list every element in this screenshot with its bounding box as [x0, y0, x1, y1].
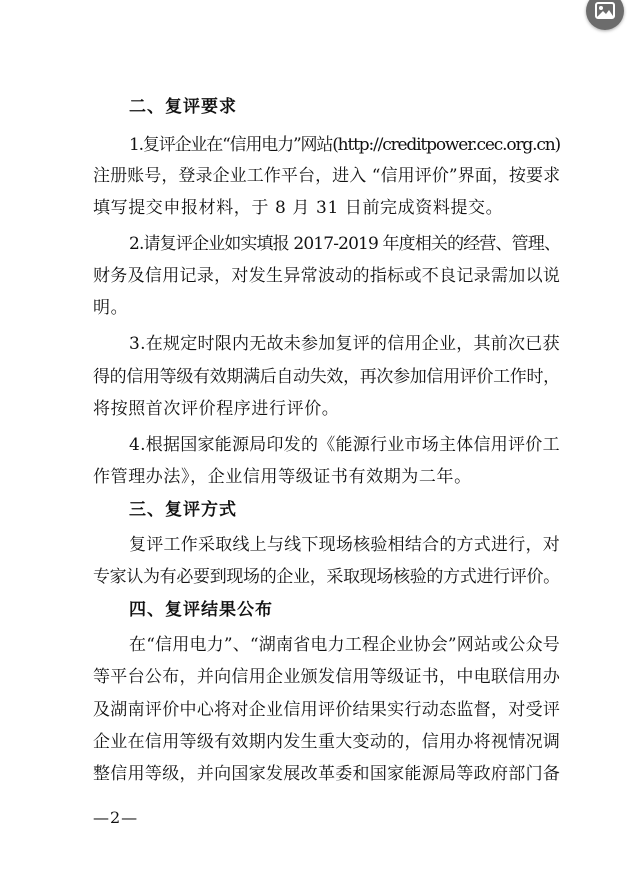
paragraph-line: 在“信用电力”、“湖南省电力工程企业协会”网站或公众号 [129, 635, 560, 655]
paragraph-line: 将按照首次评价程序进行评价。 [93, 399, 340, 419]
page-number: —2— [93, 808, 139, 827]
paragraph-line: 及湖南评价中心将对企业信用评价结果实行动态监督，对受评 [93, 700, 561, 720]
paragraph-line: 填写提交申报材料，于 8 月 31 日前完成资料提交。 [93, 198, 504, 218]
paragraph-line: 得的信用等级有效期满后自动失效，再次参加信用评价工作时， [93, 367, 560, 387]
paragraph-line: 专家认为有必要到现场的企业，采取现场核验的方式进行评价。 [93, 567, 560, 587]
paragraph-line: 1.复评企业在“信用电力”网站(http://creditpower.cec.org.cn) [129, 135, 561, 155]
paragraph-line: 3.在规定时限内无故未参加复评的信用企业，其前次已获 [129, 334, 560, 354]
paragraph-line: 等平台公布，并向信用企业颁发信用等级证书，中电联信用办 [93, 667, 561, 687]
paragraph-line: 企业在信用等级有效期内发生重大变动的，信用办将视情况调 [93, 732, 561, 752]
paragraph-line: 4.根据国家能源局印发的《能源行业市场主体信用评价工 [129, 435, 560, 455]
paragraph-line: 复评工作采取线上与线下现场核验相结合的方式进行，对 [129, 535, 560, 555]
section-heading: 三、复评方式 [129, 500, 237, 520]
paragraph-line: 整信用等级，并向国家发展改革委和国家能源局等政府部门备 [93, 764, 561, 784]
section-heading: 四、复评结果公布 [129, 600, 273, 620]
paragraph-line: 注册账号，登录企业工作平台，进入 “信用评价”界面，按要求 [93, 166, 561, 186]
paragraph-line: 2.请复评企业如实填报 2017-2019 年度相关的经营、管理、 [129, 234, 561, 254]
image-badge[interactable] [586, 0, 624, 30]
paragraph-line: 明。 [93, 298, 129, 318]
section-heading: 二、复评要求 [129, 97, 237, 117]
image-icon [595, 2, 615, 19]
paragraph-line: 财务及信用记录，对发生异常波动的指标或不良记录需加以说 [93, 266, 561, 286]
paragraph-line: 作管理办法》，企业信用等级证书有效期为二年。 [93, 467, 472, 487]
